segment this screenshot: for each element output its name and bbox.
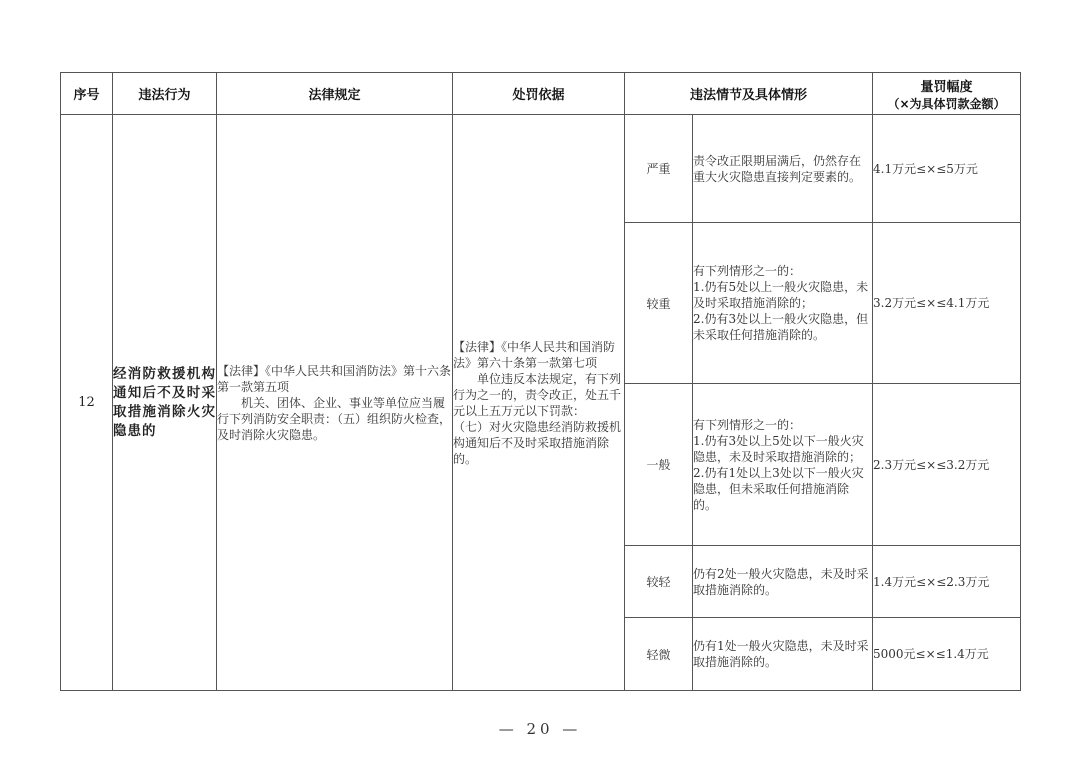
basis-citation: 【法律】《中华人民共和国消防法》第六十条第一款第七项	[453, 339, 616, 370]
header-range-note: （×为具体罚款金额）	[887, 96, 1006, 111]
basis-item: （七）对火灾隐患经消防救援机构通知后不及时采取措施消除的。	[453, 419, 622, 466]
level-label: 轻微	[625, 618, 693, 691]
row-law	[217, 115, 453, 691]
page-number: — 20 —	[498, 720, 582, 738]
level-range: 1.4万元≤×≤2.3万元	[873, 546, 1021, 618]
header-circumstance: 违法情节及具体情形	[625, 73, 873, 115]
row-seq: 12	[61, 115, 113, 691]
header-seq: 序号	[61, 73, 113, 115]
level-range: 2.3万元≤×≤3.2万元	[873, 384, 1021, 546]
header-basis: 处罚依据	[453, 73, 625, 115]
law-text: 机关、团体、企业、事业等单位应当履行下列消防安全职责：（五）组织防火检查，及时消除火灾隐患。	[217, 395, 452, 442]
level-detail: 责令改正限期届满后，仍然存在重大火灾隐患直接判定要素的。	[693, 115, 873, 223]
basis-text: 单位违反本法规定，有下列行为之一的，责令改正，处五千元以上五万元以下罚款：	[453, 371, 622, 418]
level-label: 较重	[625, 223, 693, 384]
level-range: 4.1万元≤×≤5万元	[873, 115, 1021, 223]
level-detail: 有下列情形之一的： 1.仍有3处以上5处以下一般火灾隐患，未及时采取措施消除的； 2.仍有1处以上3处以下一般火灾隐患，但未采取任何措施消除的。	[693, 384, 873, 546]
header-row	[61, 73, 1021, 115]
level-label: 较轻	[625, 546, 693, 618]
penalty-table	[60, 72, 1021, 691]
level-range: 5000元≤×≤1.4万元	[873, 618, 1021, 691]
level-label: 严重	[625, 115, 693, 223]
law-citation: 【法律】《中华人民共和国消防法》第十六条第一款第五项	[217, 363, 452, 394]
header-range	[873, 73, 1021, 115]
header-law: 法律规定	[217, 73, 453, 115]
header-act: 违法行为	[113, 73, 217, 115]
level-detail: 仍有1处一般火灾隐患，未及时采取措施消除的。	[693, 618, 873, 691]
level-detail: 有下列情形之一的： 1.仍有5处以上一般火灾隐患，未及时采取措施消除的； 2.仍有3处以上一般火灾隐患，但未采取任何措施消除的。	[693, 223, 873, 384]
level-label: 一般	[625, 384, 693, 546]
header-range-title: 量罚幅度	[920, 79, 973, 95]
row-basis	[453, 115, 625, 691]
level-detail: 仍有2处一般火灾隐患，未及时采取措施消除的。	[693, 546, 873, 618]
table-row	[61, 115, 1021, 223]
level-range: 3.2万元≤×≤4.1万元	[873, 223, 1021, 384]
row-act: 经消防救援机构通知后不及时采取措施消除火灾隐患的	[113, 115, 217, 691]
